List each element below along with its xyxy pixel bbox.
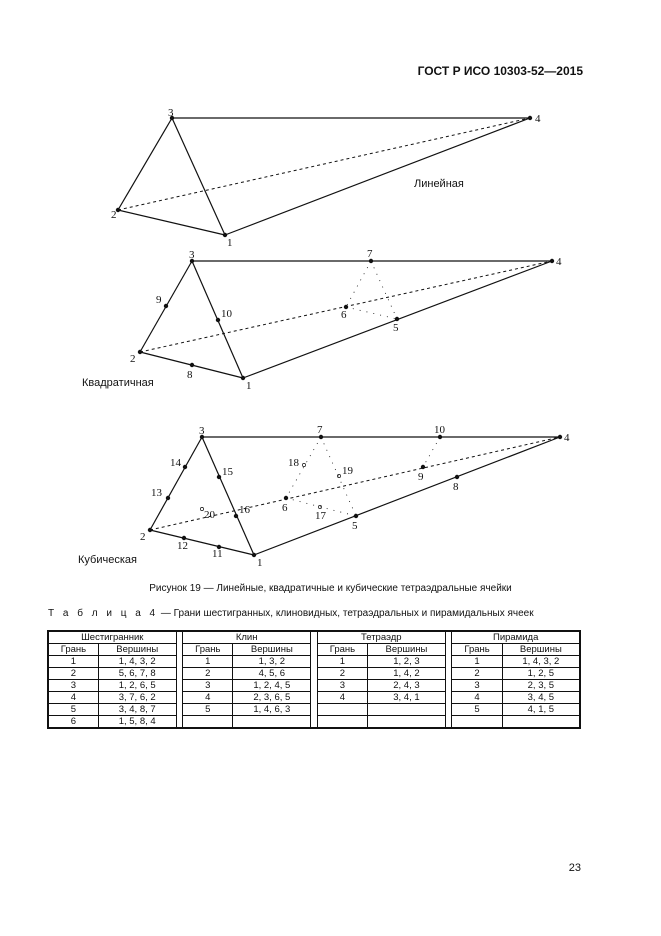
- quadratic-vertex-label: 6: [341, 309, 347, 321]
- cell-vertices: 4, 5, 6: [233, 668, 311, 680]
- cell-vertices: 1, 4, 6, 3: [233, 704, 311, 716]
- cell-vertices: 2, 3, 5: [502, 680, 580, 692]
- quadratic-vertex-label: 7: [367, 248, 373, 260]
- cubic-vertex-label: 20: [204, 509, 215, 521]
- cubic-vertex-label: 4: [564, 432, 570, 444]
- cell-face: 6: [48, 716, 98, 729]
- cell-vertices: 5, 6, 7, 8: [98, 668, 176, 680]
- cell-vertices: 1, 2, 5: [502, 668, 580, 680]
- subheader-vertices: Вершины: [368, 644, 446, 656]
- cell-vertices: 1, 4, 2: [368, 668, 446, 680]
- cell-face: 2: [317, 668, 367, 680]
- cell-vertices: 3, 4, 1: [368, 692, 446, 704]
- quadratic-vertex-label: 9: [156, 294, 162, 306]
- cell-face: 4: [48, 692, 98, 704]
- cell-face: 4: [452, 692, 502, 704]
- table-row: [48, 680, 580, 692]
- cell-face: 1: [317, 656, 367, 668]
- cell-vertices: 3, 7, 6, 2: [98, 692, 176, 704]
- quadratic-vertex-label: 4: [556, 256, 562, 268]
- table-row: [48, 668, 580, 680]
- cubic-vertex-label: 8: [453, 481, 459, 493]
- cell-face: 1: [452, 656, 502, 668]
- cell-face: [183, 716, 233, 729]
- linear-vertex-label: 4: [535, 113, 541, 125]
- cubic-vertex-label: 3: [199, 425, 205, 437]
- cell-vertices: 1, 2, 6, 5: [98, 680, 176, 692]
- linear-vertex-label: 2: [111, 209, 117, 221]
- page-number: 23: [568, 862, 581, 874]
- subheader-vertices: Вершины: [502, 644, 580, 656]
- cell-vertices: [368, 704, 446, 716]
- subheader-vertices: Вершины: [233, 644, 311, 656]
- subheader-face: Грань: [452, 644, 502, 656]
- cubic-vertex-label: 18: [288, 457, 299, 469]
- cell-vertices: 1, 4, 3, 2: [98, 656, 176, 668]
- cell-vertices: 1, 3, 2: [233, 656, 311, 668]
- cell-face: 5: [48, 704, 98, 716]
- quadratic-vertex-label: 3: [189, 249, 195, 261]
- table-number: Т а б л и ц а 4: [48, 608, 159, 619]
- cell-vertices: 1, 5, 8, 4: [98, 716, 176, 729]
- cell-face: 3: [317, 680, 367, 692]
- cell-face: 3: [183, 680, 233, 692]
- cubic-label: Кубическая: [78, 554, 137, 566]
- cubic-vertex-label: 1: [257, 557, 263, 569]
- cell-face: 5: [183, 704, 233, 716]
- cubic-vertex-label: 16: [239, 504, 250, 516]
- cell-vertices: 2, 3, 6, 5: [233, 692, 311, 704]
- quadratic-vertex-label: 10: [221, 308, 232, 320]
- table-row: [48, 704, 580, 716]
- cubic-vertex-label: 19: [342, 465, 353, 477]
- table-row: [48, 656, 580, 668]
- table-title: [48, 608, 534, 619]
- cell-vertices: [368, 716, 446, 729]
- cubic-vertex-label: 2: [140, 531, 146, 543]
- cubic-vertex-label: 7: [317, 424, 323, 436]
- quadratic-vertex-label: 8: [187, 369, 193, 381]
- cubic-vertex-label: 12: [177, 540, 188, 552]
- subheader-face: Грань: [183, 644, 233, 656]
- quadratic-vertex-label: 5: [393, 322, 399, 334]
- cell-face: [452, 716, 502, 729]
- group-header: Тетраэдр: [317, 631, 445, 644]
- faces-table: [47, 630, 581, 729]
- cell-face: 4: [183, 692, 233, 704]
- cubic-vertex-label: 9: [418, 471, 424, 483]
- cell-face: [317, 716, 367, 729]
- table-row: [48, 692, 580, 704]
- cell-vertices: 1, 4, 3, 2: [502, 656, 580, 668]
- cell-vertices: 1, 2, 4, 5: [233, 680, 311, 692]
- cubic-vertex-label: 15: [222, 466, 233, 478]
- cubic-vertex-label: 17: [315, 510, 326, 522]
- linear-label: Линейная: [414, 178, 464, 190]
- cell-vertices: 1, 2, 3: [368, 656, 446, 668]
- quadratic-vertex-label: 2: [130, 353, 136, 365]
- subheader-face: Грань: [48, 644, 98, 656]
- cell-vertices: 3, 4, 5: [502, 692, 580, 704]
- group-header: Шестигранник: [48, 631, 176, 644]
- cell-face: 4: [317, 692, 367, 704]
- group-header: Клин: [183, 631, 311, 644]
- table-row: [48, 716, 580, 729]
- group-header: Пирамида: [452, 631, 580, 644]
- cell-face: 2: [183, 668, 233, 680]
- figure-caption: Рисунок 19 — Линейные, квадратичные и кубические тетраэдральные ячейки: [149, 583, 512, 594]
- cubic-vertex-label: 14: [170, 457, 181, 469]
- cell-vertices: [502, 716, 580, 729]
- quadratic-vertex-label: 1: [246, 380, 252, 392]
- cell-face: 2: [48, 668, 98, 680]
- subheader-face: Грань: [317, 644, 367, 656]
- table-title-text: — Грани шестигранных, клиновидных, тетраэдральных и пирамидальных ячеек: [158, 608, 534, 619]
- cubic-vertex-label: 11: [212, 548, 223, 560]
- table-group-header: [48, 631, 580, 644]
- cell-face: 1: [183, 656, 233, 668]
- subheader-vertices: Вершины: [98, 644, 176, 656]
- cell-vertices: 3, 4, 8, 7: [98, 704, 176, 716]
- quadratic-cell: [82, 248, 562, 392]
- cell-face: 3: [452, 680, 502, 692]
- cell-vertices: 2, 4, 3: [368, 680, 446, 692]
- document-code: ГОСТ Р ИСО 10303-52—2015: [417, 64, 583, 78]
- cubic-cell: [78, 424, 570, 569]
- cubic-vertex-label: 13: [151, 487, 162, 499]
- cell-face: [317, 704, 367, 716]
- cell-face: 2: [452, 668, 502, 680]
- linear-vertex-label: 3: [168, 107, 174, 119]
- cubic-vertex-label: 5: [352, 520, 358, 532]
- cell-face: 1: [48, 656, 98, 668]
- quadratic-label: Квадратичная: [82, 377, 154, 389]
- cell-face: 3: [48, 680, 98, 692]
- cubic-vertex-label: 10: [434, 424, 445, 436]
- cell-vertices: 4, 1, 5: [502, 704, 580, 716]
- cell-face: 5: [452, 704, 502, 716]
- linear-cell: [111, 107, 541, 249]
- table-subheader: [48, 644, 580, 656]
- cell-vertices: [233, 716, 311, 729]
- cubic-vertex-label: 6: [282, 502, 288, 514]
- linear-vertex-label: 1: [227, 237, 233, 249]
